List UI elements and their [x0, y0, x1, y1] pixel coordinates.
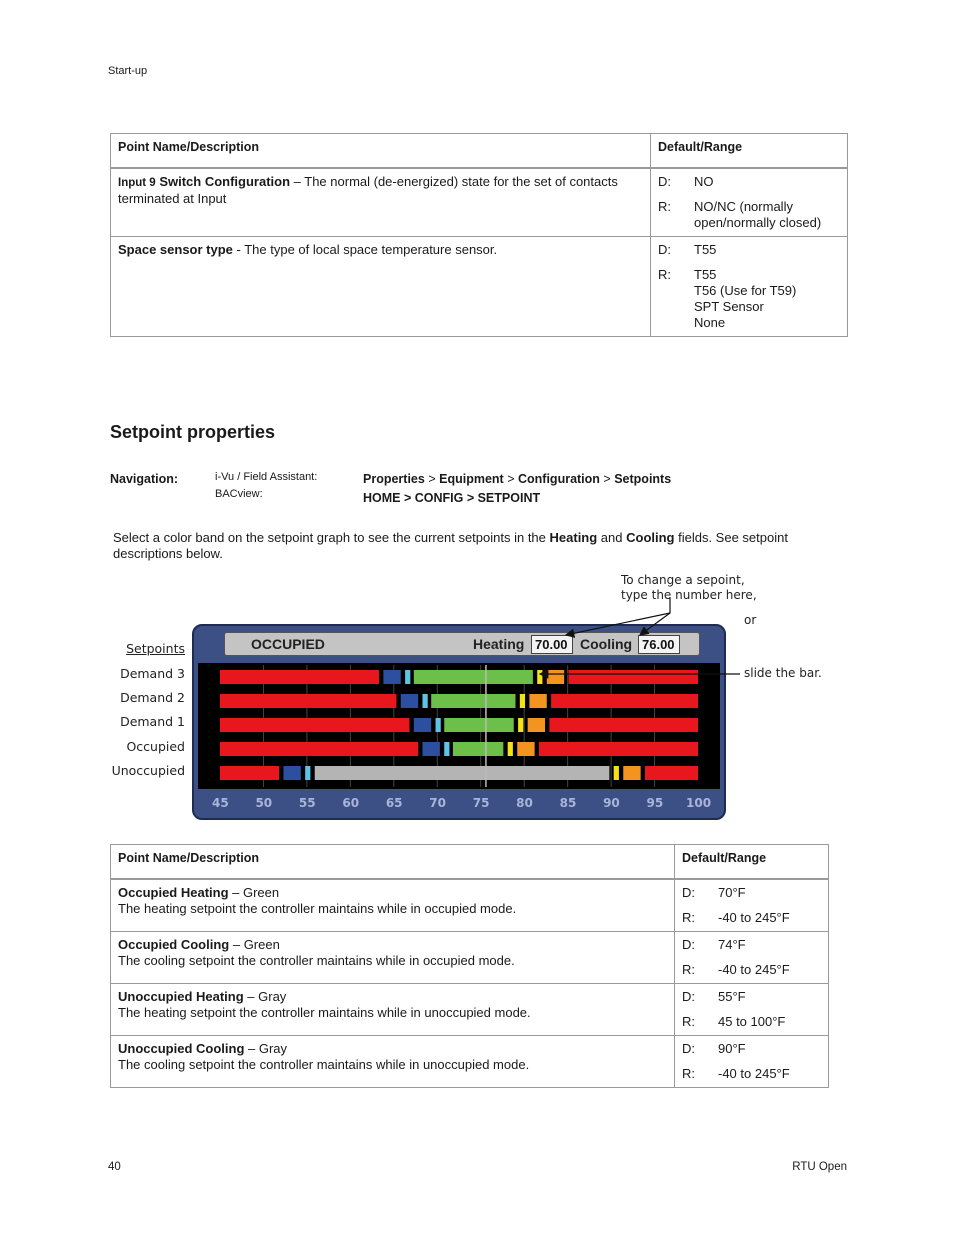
cooling-setpoint-input[interactable]: 76.00 — [638, 635, 680, 654]
setpoint-graph-panel — [192, 624, 726, 820]
setpoint-band-blue[interactable] — [401, 694, 418, 708]
setpoint-band-cyan[interactable] — [444, 742, 449, 756]
table-row — [111, 879, 829, 932]
point-name: Switch Configuration — [159, 173, 291, 189]
axis-tick-label: 55 — [298, 796, 316, 810]
setpoint-band-yellow[interactable] — [518, 718, 523, 732]
setpoint-bands-svg — [198, 663, 720, 789]
navigation-label: Navigation: — [110, 472, 179, 486]
point-default-range: D: 74°F R: -40 to 245°F — [675, 931, 829, 983]
point-default-range — [651, 237, 848, 337]
setpoint-band-orange[interactable] — [529, 694, 546, 708]
row-label-unoccupied: Unoccupied — [111, 763, 185, 778]
setpoint-band-yellow[interactable] — [520, 694, 525, 708]
setpoint-band-red[interactable] — [220, 718, 409, 732]
table-row — [111, 1035, 829, 1087]
setpoint-band-red[interactable] — [220, 694, 396, 708]
setpoint-band-red[interactable] — [645, 766, 698, 780]
setpoint-table — [110, 844, 829, 1088]
table-row — [111, 983, 829, 1035]
annotation-change-line2: type the number here, — [621, 588, 757, 602]
table-header-row — [111, 845, 829, 879]
cooling-label: Cooling — [580, 636, 633, 652]
table-row — [111, 931, 829, 983]
axis-tick-label: 100 — [686, 796, 712, 810]
column-header-name: Point Name/Description — [111, 845, 675, 879]
annotation-slide: slide the bar. — [744, 666, 822, 680]
row-label-demand-3: Demand 3 — [120, 666, 185, 681]
point-description — [111, 237, 651, 337]
point-desc: – The normal (de-energized) state for the set of contacts terminated at Input — [118, 173, 618, 206]
setpoint-band-green[interactable] — [453, 742, 503, 756]
axis-tick-label: 80 — [516, 796, 533, 810]
axis-tick-label: 60 — [342, 796, 360, 810]
page-number: 40 — [108, 1161, 121, 1173]
axis-tick-label: 50 — [255, 796, 273, 810]
row-label-demand-1: Demand 1 — [120, 714, 185, 729]
setpoint-band-gray[interactable] — [315, 766, 610, 780]
setpoint-band-blue[interactable] — [283, 766, 300, 780]
setpoint-band-red[interactable] — [549, 718, 698, 732]
point-default-range: D: 55°F R: 45 to 100°F — [675, 983, 829, 1035]
column-header-name: Point Name/Description — [111, 134, 651, 168]
default-row: D: T55 — [658, 242, 717, 257]
setpoint-band-red[interactable] — [220, 766, 279, 780]
setpoint-band-cyan[interactable] — [305, 766, 310, 780]
default-row: D: NO — [658, 173, 714, 189]
setpoint-band-orange[interactable] — [547, 670, 564, 684]
mode-label: OCCUPIED — [251, 636, 325, 652]
setpoint-band-cyan[interactable] — [436, 718, 441, 732]
point-default-range: D: 70°F R: -40 to 245°F — [675, 879, 829, 932]
setpoint-band-blue[interactable] — [383, 670, 400, 684]
setpoint-band-blue[interactable] — [422, 742, 439, 756]
nav-path-bacview: HOME > CONFIG > SETPOINT — [363, 491, 541, 505]
setpoint-graph-figure — [100, 565, 860, 830]
point-description: Unoccupied Cooling – Gray The cooling setpoint the controller maintains while in unoccupied mode. — [111, 1035, 675, 1087]
setpoint-band-green[interactable] — [431, 694, 515, 708]
setpoint-band-red[interactable] — [220, 670, 379, 684]
range-row: R: T55 T56 (Use for T59) SPT Sensor None — [658, 267, 797, 330]
setpoint-band-yellow[interactable] — [614, 766, 619, 780]
setpoint-band-orange[interactable] — [623, 766, 640, 780]
setpoint-bands-grid — [198, 663, 720, 789]
heating-label: Heating — [473, 636, 525, 652]
column-header-default: Default/Range — [675, 845, 829, 879]
axis-tick-label: 95 — [646, 796, 664, 810]
setpoint-band-orange[interactable] — [528, 718, 545, 732]
setpoint-band-red[interactable] — [551, 694, 698, 708]
setpoint-band-green[interactable] — [444, 718, 514, 732]
point-desc: - The type of local space temperature sensor. — [232, 242, 498, 257]
section-title: Setpoint properties — [110, 422, 276, 442]
table-row — [111, 237, 848, 337]
point-name-prefix: Input 9 — [118, 176, 156, 189]
setpoint-band-orange[interactable] — [517, 742, 534, 756]
running-header: Start-up — [108, 65, 148, 77]
point-default-range — [651, 168, 848, 237]
range-row: R: NO/NC (normally open/normally closed) — [658, 198, 822, 230]
column-header-default: Default/Range — [651, 134, 848, 168]
intro-paragraph: Select a color band on the setpoint graph to see the current setpoints in the Heating and Cooling fields. See setpoint descriptions below. — [113, 530, 788, 561]
nav-app-bacview: BACview: — [215, 488, 263, 500]
axis-tick-label: 45 — [212, 796, 229, 810]
point-description: Occupied Heating – Green The heating setpoint the controller maintains while in occupied mode. — [111, 879, 675, 932]
input-config-table — [110, 133, 848, 337]
table-header-row — [111, 134, 848, 168]
setpoint-band-cyan[interactable] — [422, 694, 427, 708]
setpoint-band-green[interactable] — [414, 670, 533, 684]
point-description: Occupied Cooling – Green The cooling setpoint the controller maintains while in occupied mode. — [111, 931, 675, 983]
row-label-demand-2: Demand 2 — [120, 690, 185, 705]
annotation-change-line1: To change a sepoint, — [621, 573, 745, 587]
nav-path-ivu: Properties > Equipment > Configuration > Setpoints — [363, 472, 672, 486]
setpoint-band-blue[interactable] — [414, 718, 431, 732]
point-description — [111, 168, 651, 237]
setpoint-band-yellow[interactable] — [508, 742, 513, 756]
setpoint-band-red[interactable] — [220, 742, 418, 756]
heating-setpoint-input[interactable]: 70.00 — [531, 635, 573, 654]
point-default-range: D: 90°F R: -40 to 245°F — [675, 1035, 829, 1087]
table-row — [111, 168, 848, 237]
setpoint-band-cyan[interactable] — [405, 670, 410, 684]
row-label-occupied: Occupied — [126, 739, 185, 754]
setpoint-band-red[interactable] — [539, 742, 698, 756]
point-name: Space sensor type — [118, 242, 233, 257]
setpoint-band-yellow[interactable] — [537, 670, 542, 684]
axis-tick-label: 90 — [603, 796, 620, 810]
nav-app-ivu: i-Vu / Field Assistant: — [215, 471, 318, 483]
setpoint-status-bar — [224, 632, 700, 656]
setpoint-band-red[interactable] — [569, 670, 698, 684]
annotation-or: or — [744, 613, 757, 627]
axis-tick-label: 70 — [429, 796, 446, 810]
axis-tick-label: 65 — [385, 796, 403, 810]
axis-tick-label: 85 — [559, 796, 577, 810]
axis-tick-label: 75 — [472, 796, 490, 810]
setpoints-label: Setpoints — [126, 641, 185, 656]
product-name: RTU Open — [792, 1161, 847, 1173]
point-description: Unoccupied Heating – Gray The heating setpoint the controller maintains while in unoccupied mode. — [111, 983, 675, 1035]
